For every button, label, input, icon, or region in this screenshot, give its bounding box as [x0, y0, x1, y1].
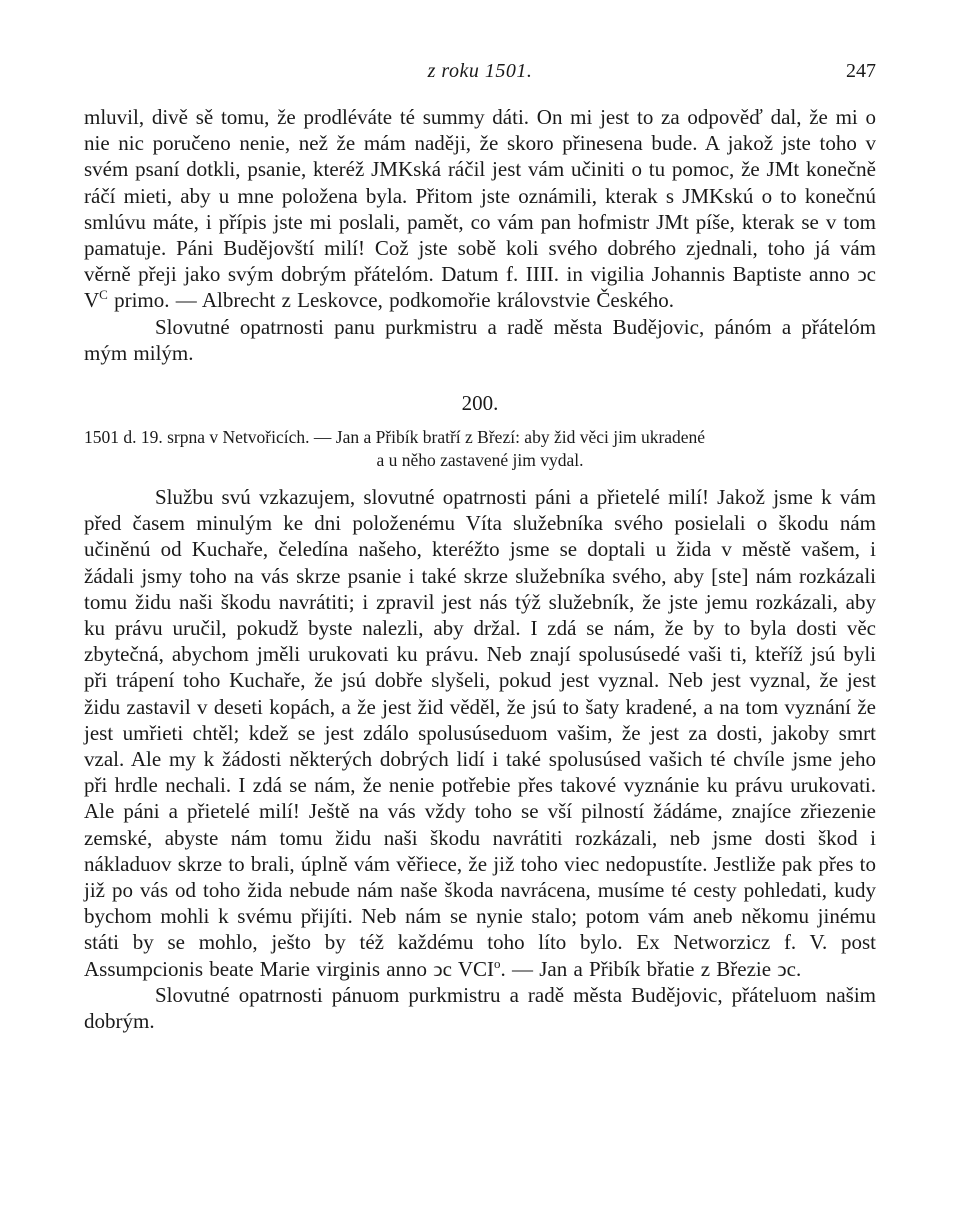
page-number: 247 [846, 60, 876, 82]
letter-continuation [84, 104, 876, 314]
continuation-text-a: mluvil, divě sě tomu, že prodléváte té summy dáti. On mi jest to za odpověď dal, že mi o nie nic poručeno nenie, než že mám naději, že skoro přinesena bude. A jakož jste toho v svém psaní dotkli, psanie, kteréž JMKská ráčil jest vám učiniti o tu pomoc, že JMt konečně ráčí mieti, aby u mne položena byla. Přitom jste oznámili, kterak s JMKskú o to konečnú smlúvu máte, i přípis jste mi poslali, pamět, co vám pan hofmistr JMt píše, kterak se v tom pamatuje. Páni Budějovští milí! Což jste sobě koli svého dobrého zjednali, toho já vám věrně přeji jako svým dobrým přátelóm. Datum f. IIII. in vigilia Johannis Baptiste anno ͻc V [84, 105, 876, 313]
running-title: z roku 1501. [427, 60, 533, 82]
letter-address-1: Slovutné opatrnosti panu purkmistru a radě města Budějovic, pánóm a přátelóm mým milým. [84, 314, 876, 365]
body-text-b: . — Jan a Přibík břatie z Březie ͻc. [500, 956, 802, 981]
regest-line-2: a u něho zastavené jim vydal. [376, 450, 584, 471]
continuation-text-b: primo. — Albrecht z Leskovce, podkomořie královstvie Českého. [107, 288, 674, 313]
letter-address-2: Slovutné opatrnosti pánuom purkmistru a radě města Budějovic, přáteluom našim dobrým. [84, 982, 876, 1034]
superscript-o: o [493, 955, 501, 971]
body-text-a: Službu svú vzkazujem, slovutné opatrnosti páni a přietelé milí! Jakož jsme k vám před časem minulým ke dni položenému Víta služebníka svého posielali o škodu nám učiněnú od Kuchaře, čeledína našeho, kteréžto jsme se doptali u žida v městě vašem, i žádali jsmy toho na vás skrze psanie i také skrze služebníka svého, aby [ste] nám rozkázali tomu židu naši škodu navrátiti; i zpravil jest nás týž služebník, že jste jemu rozkázali, aby ku právu uručil, pokudž byste nalezli, aby držal. I zdá se nám, že by to byla dosti věc zbytečná, abychom jměli urukovati ku právu. Neb znají spolusúsedé vaši ti, kteříž jsú byli při trápení toho Kuchaře, že jsú dobře slyšeli, pokud jest vyznal. Neb jest vyznal, že jest židu zastavil v deseti kopách, a že jest žid věděl, že jsú to šaty kradené, a na tom vyznání že jest umřieti chtěl; kdež se jest zdálo spolusúseduom vašim, že jest za dosti, jakoby smrt vzal. Ale my k žádosti některých dobrých lidí i také spolusúsed vašich té chvíle jsme jeho při hrdle nechali. I zdá se nám, že nenie potřebie přes takové vyznánie ku právu urukovati. Ale páni a přietelé milí! Ještě na vás vždy toho se vší pilností žádáme, znajíce zřiezenie zemské, abyste nám tomu židu naši škodu navrátiti rozkázali, neb jsme dosti škod i nákladuov skrze to brali, úplně vám věřiece, že již toho viec nedopustíte. Jestližе pak přes to již po vás od toho žida nebude nám naše škoda navrácena, musíme té cesty pohledati, kudy bychom mohli k svému přijíti. Neb nám se nynie stalo; potom vám aneb někomu jinému státi by se mohlo, ješto by též každému toho líto bylo. Ex Networzicz f. V. post Assumpcionis beate Marie virginis anno ͻc VCI [84, 485, 876, 981]
document-number: 200. [461, 391, 499, 416]
document-regest [84, 426, 876, 472]
document-body [84, 484, 876, 982]
regest-line-1: 1501 d. 19. srpna v Netvořicích. — Jan a Přibík bratří z Březí: aby žid věci jim ukradené [84, 427, 706, 448]
book-page [84, 60, 876, 1034]
running-head [84, 60, 876, 90]
superscript-c: C [99, 287, 108, 303]
